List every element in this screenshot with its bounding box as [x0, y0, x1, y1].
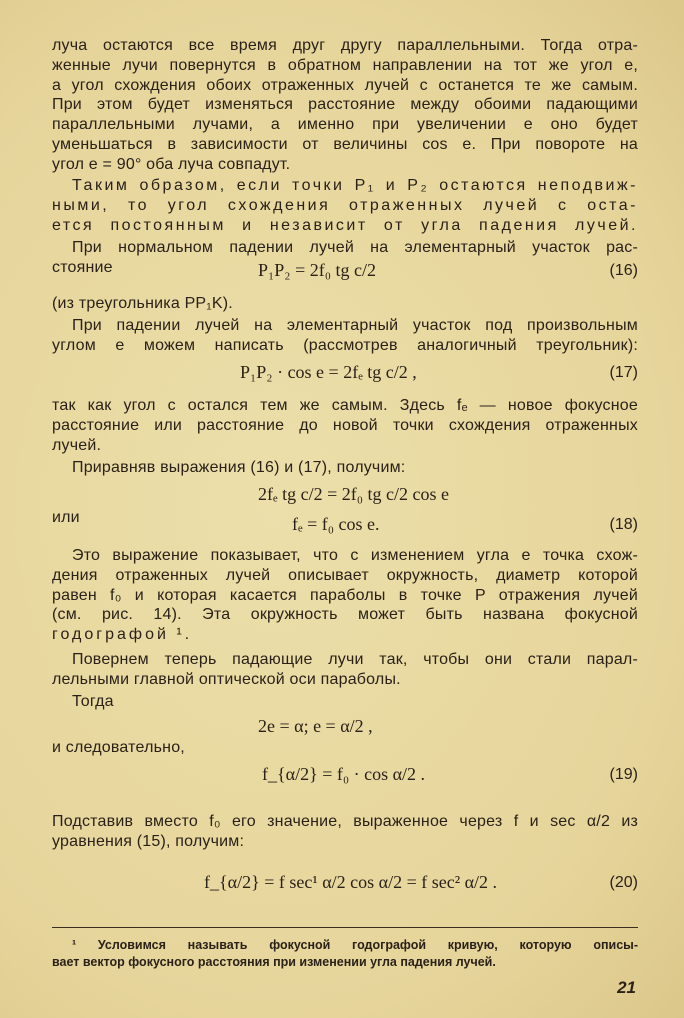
text-line: угол e = 90° оба луча совпадут.	[52, 155, 291, 173]
equation-19: f_{α/2} = f₀ · cos α/2 .	[262, 764, 426, 784]
equation-20: f_{α/2} = f sec¹ α/2 cos α/2 = f sec² α/2 .	[204, 872, 498, 892]
footnote-divider	[52, 927, 638, 928]
paragraph-9	[52, 650, 638, 690]
text-line: уравнения (15), получим:	[52, 832, 245, 850]
paragraph-4	[52, 294, 638, 314]
text-line: или	[52, 509, 80, 526]
text-line: лучей.	[52, 436, 102, 454]
paragraph-11	[52, 738, 638, 758]
text-line: так как угол c остался тем же самым. Здесь fₑ — новое фокусное	[52, 397, 638, 414]
text-line: ¹ Условимся называть фокусной годографой кривую, которую описы-	[72, 938, 638, 952]
paragraph-1	[52, 36, 638, 175]
paragraph-6	[52, 396, 638, 455]
text-line: стояние	[52, 258, 113, 276]
text-line: Приравняв выражения (16) и (17), получим:	[72, 459, 406, 476]
equation-number: (18)	[609, 516, 638, 533]
text-line: Тогда	[72, 693, 114, 710]
page-number: 21	[617, 978, 636, 997]
text-line: параллельными лучами, а именно при увеличении e оно будет	[52, 116, 638, 134]
equation-number: (19)	[609, 766, 638, 783]
paragraph-10	[52, 692, 638, 712]
equation-angle: 2e = α; e = α/2 ,	[258, 716, 373, 736]
text-line: женные лучи повернутся в обратном направлении на тот же угол e,	[52, 56, 638, 74]
equation-equality: 2fₑ tg c/2 = 2f₀ tg c/2 cos e	[258, 484, 449, 504]
text-line: луча остаются все время друг другу параллельными. Тогда отра-	[52, 37, 638, 54]
text-line: При падении лучей на элементарный участок под произвольным	[72, 317, 638, 334]
text-line: расстояние или расстояние до новой точки схождения отраженных	[52, 416, 638, 434]
text-line: Таким образом, если точки P₁ и P₂ остаются неподвиж-	[72, 177, 638, 194]
text-line: При нормальном падении лучей на элементарный участок рас-	[72, 239, 638, 256]
text-line: лельными главной оптической оси параболы.	[52, 670, 401, 688]
text-line: (см. рис. 14). Эта окружность может быть названа фокусной	[52, 606, 638, 624]
text-line: (из треугольника PP₁K).	[52, 295, 233, 312]
equation-number: (16)	[609, 262, 638, 279]
text-line: уменьшаться в зависимости от величины cos e. При повороте на	[52, 135, 638, 153]
paragraph-12	[52, 812, 638, 852]
paragraph-7	[52, 458, 638, 478]
text-line: углом e можем написать (рассмотрев аналогичный треугольник):	[52, 336, 638, 354]
footnote	[52, 937, 638, 971]
text-line: Это выражение показывает, что с изменением угла e точка схож-	[72, 547, 638, 564]
text-line: дения отраженных лучей описывает окружность, диаметр которой	[52, 566, 638, 584]
text-line: При этом будет изменяться расстояние между обоими падающими	[52, 96, 638, 114]
text-line: равен f₀ и которая касается параболы в точке P отражения лучей	[52, 586, 638, 604]
text-line: и следовательно,	[52, 739, 185, 756]
paragraph-8	[52, 546, 638, 645]
text-line: а угол схождения обоих отраженных лучей c останется те же самым.	[52, 76, 638, 94]
paragraph-2	[52, 176, 638, 235]
equation-17: P₁P₂ · cos e = 2fₑ tg c/2 ,	[240, 362, 417, 382]
text-line: Подставив вместо f₀ его значение, выраженное через f и sec α/2 из	[52, 813, 638, 830]
equation-number: (20)	[609, 874, 638, 891]
text-line: вает вектор фокусного расстояния при изменении угла падения лучей.	[52, 955, 496, 969]
equation-18: fₑ = f₀ cos e.	[292, 514, 380, 534]
equation-number: (17)	[609, 364, 638, 381]
text-line: Повернем теперь падающие лучи так, чтобы они стали парал-	[72, 651, 638, 668]
paragraph-5	[52, 316, 638, 356]
text-line: годографой ¹.	[52, 626, 193, 644]
text-line: ными, то угол схождения отраженных лучей c оста-	[52, 196, 638, 214]
text-line: ется постоянным и независит от угла падения лучей.	[52, 216, 638, 234]
equation-16: P₁P₂ = 2f₀ tg c/2	[258, 260, 376, 280]
